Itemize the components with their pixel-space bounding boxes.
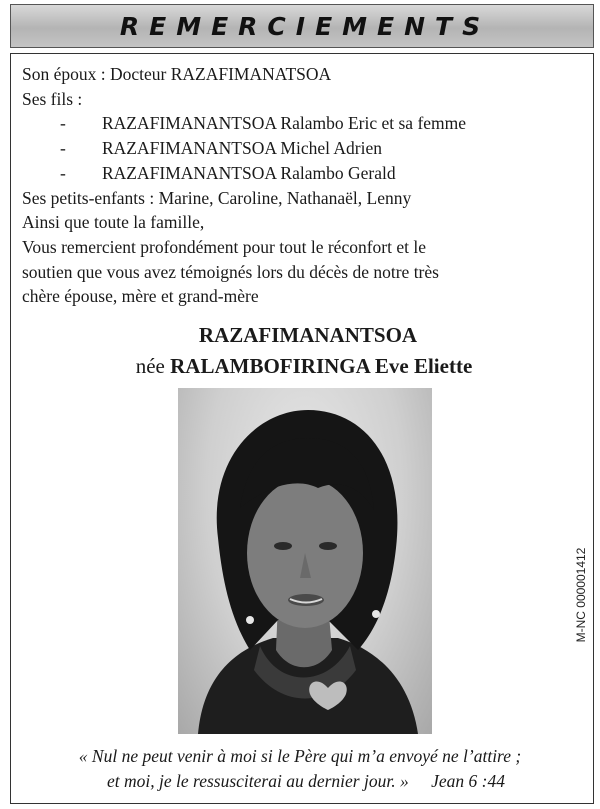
quote-line-2 xyxy=(6,771,600,792)
list-dash: - xyxy=(60,162,66,183)
son-name: RAZAFIMANANTSOA Ralambo Gerald xyxy=(102,162,396,183)
nee-prefix: née xyxy=(135,354,165,378)
header-banner xyxy=(10,4,594,48)
list-dash: - xyxy=(60,138,66,159)
reference-code: M-NC 000001412 xyxy=(574,547,588,643)
deceased-surname: RAZAFIMANANTSOA xyxy=(198,323,418,347)
grandchildren-line: Ses petits-enfants : Marine, Caroline, Nathanaël, Lenny xyxy=(22,187,412,208)
quote-line-1: « Nul ne peut venir à moi si le Père qui m’a envoyé ne l’attire ; xyxy=(78,746,522,766)
son-item xyxy=(22,111,542,136)
quote-text: et moi, je le ressusciterai au dernier jour. » xyxy=(107,771,409,791)
thanks-line: Vous remercient profondément pour tout le réconfort et le xyxy=(22,236,426,257)
family-text-block xyxy=(22,62,542,309)
spouse-line: Son époux : Docteur RAZAFIMANATSOA xyxy=(22,64,332,84)
thanks-line: soutien que vous avez témoignés lors du décès de notre très xyxy=(22,261,439,282)
family-line: Ainsi que toute la famille, xyxy=(22,212,205,233)
verse-reference: Jean 6 :44 xyxy=(431,771,505,791)
list-dash: - xyxy=(60,113,66,134)
sons-label: Ses fils : xyxy=(22,88,83,109)
portrait-illustration xyxy=(178,388,432,734)
son-name: RAZAFIMANANTSOA Michel Adrien xyxy=(102,138,382,159)
portrait-photo xyxy=(178,388,432,734)
deceased-maiden-name xyxy=(4,354,600,379)
banner-title: REMERCIEMENTS xyxy=(119,11,491,41)
thanks-line: chère épouse, mère et grand-mère xyxy=(22,286,259,307)
son-name: RAZAFIMANANTSOA Ralambo Eric et sa femme xyxy=(102,113,467,134)
maiden-name: RALAMBOFIRINGA Eve Eliette xyxy=(170,354,473,378)
son-item xyxy=(22,161,542,186)
son-item xyxy=(22,136,542,161)
